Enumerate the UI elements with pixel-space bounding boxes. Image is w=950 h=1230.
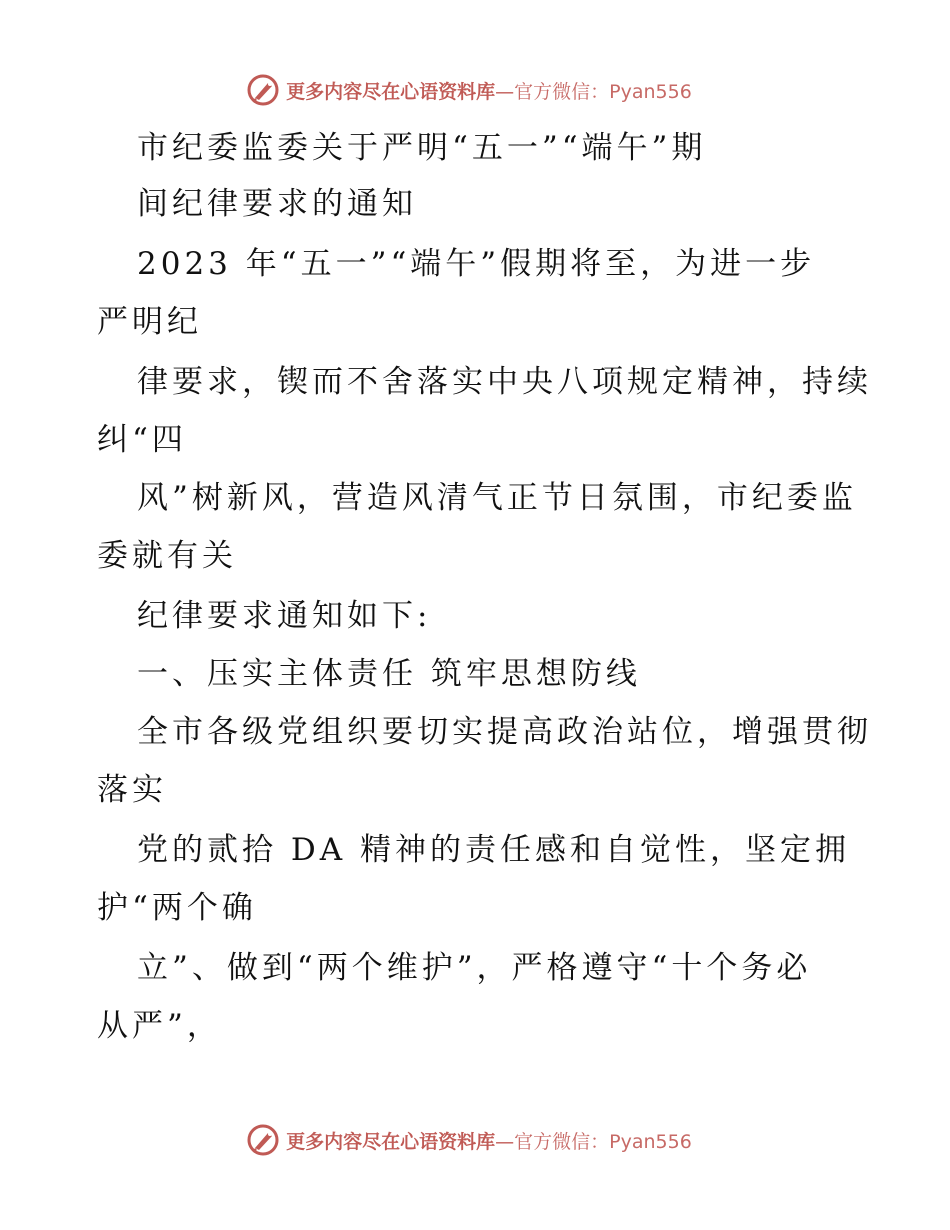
paragraph-line: 严明纪 bbox=[97, 304, 202, 340]
paragraph-line: 纠“四 bbox=[97, 422, 187, 458]
title-line-1: 市纪委监委关于严明“五一”“端午”期 bbox=[137, 130, 707, 166]
pen-circle-logo-icon bbox=[246, 1123, 280, 1157]
watermark-text: 更多内容尽在心语资料库—官方微信：Pyan556 bbox=[286, 80, 692, 103]
watermark-banner-top bbox=[0, 70, 950, 110]
title-line-2: 间纪律要求的通知 bbox=[137, 186, 417, 222]
paragraph-line: 全市各级党组织要切实提高政治站位，增强贯彻 bbox=[137, 714, 872, 750]
paragraph-line: 委就有关 bbox=[97, 538, 237, 574]
paragraph-line: 律要求，锲而不舍落实中央八项规定精神，持续 bbox=[137, 364, 872, 400]
paragraph-line: 从严”， bbox=[97, 1008, 222, 1044]
paragraph-line: 2023 年“五一”“端午”假期将至，为进一步 bbox=[137, 246, 816, 282]
watermark-banner-bottom bbox=[0, 1120, 950, 1160]
pen-circle-logo-icon bbox=[246, 73, 280, 107]
paragraph-line: 护“两个确 bbox=[97, 890, 257, 926]
paragraph-line: 纪律要求通知如下: bbox=[137, 598, 432, 634]
watermark-text: 更多内容尽在心语资料库—官方微信：Pyan556 bbox=[286, 1130, 692, 1153]
paragraph-line: 党的贰拾 DA 精神的责任感和自觉性，坚定拥 bbox=[137, 832, 850, 868]
section-heading: 一、压实主体责任 筑牢思想防线 bbox=[137, 656, 641, 692]
paragraph-line: 落实 bbox=[97, 772, 167, 808]
paragraph-line: 风”树新风，营造风清气正节日氛围，市纪委监 bbox=[137, 480, 857, 516]
paragraph-line: 立”、做到“两个维护”，严格遵守“十个务必 bbox=[137, 950, 812, 986]
